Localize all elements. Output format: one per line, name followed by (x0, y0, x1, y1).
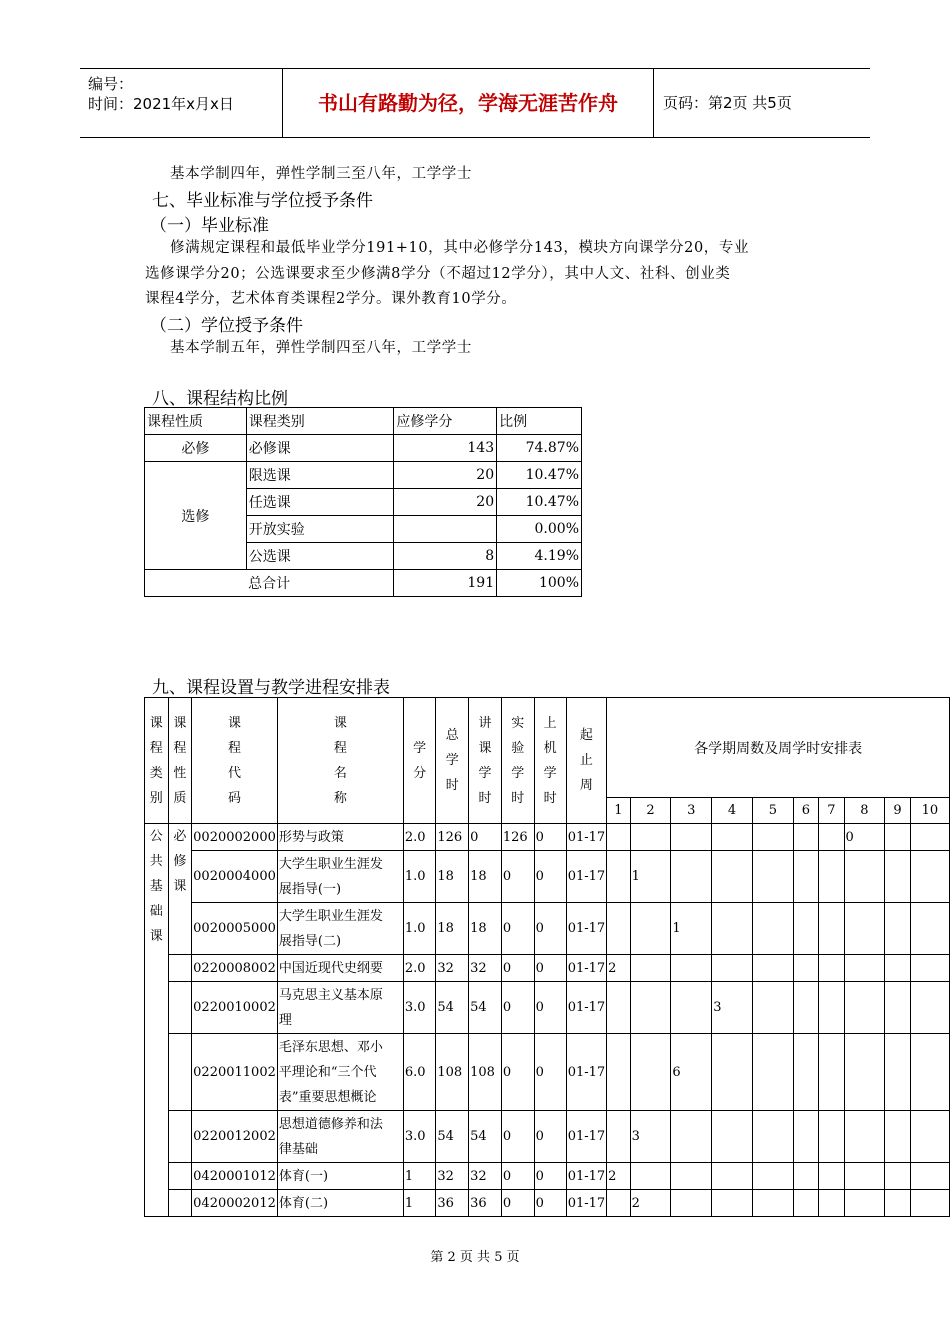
structure-header-cell: 课程性质 (145, 408, 247, 435)
semester-cell (630, 955, 671, 982)
computer-hours-cell: 0 (534, 903, 566, 955)
course-nature-empty-cell (168, 982, 192, 1034)
weeks-header-text: 起 止 周 (579, 728, 593, 793)
semester-cell (819, 1034, 844, 1111)
course-code-header-text: 课 程 代 码 (228, 715, 242, 806)
category-cell: 开放实验 (246, 516, 394, 543)
credit-cell: 2.0 (403, 824, 436, 851)
course-row (145, 851, 950, 903)
structure-header-cell: 课程类别 (246, 408, 394, 435)
lab-hours-cell: 126 (501, 824, 534, 851)
ratio-cell: 10.47% (497, 462, 582, 489)
semester-cell (712, 903, 753, 955)
semester-cell (793, 982, 818, 1034)
course-name-cell: 形势与政策 (277, 824, 403, 851)
semester-cell (885, 903, 910, 955)
semester-cell (793, 824, 818, 851)
degree-line: 基本学制五年，弹性学制四至八年，工学学士 (170, 340, 472, 356)
total-hours-cell: 126 (436, 824, 469, 851)
semester-cell (712, 851, 753, 903)
course-code-cell: 0420002012 (192, 1190, 278, 1217)
category-cell: 限选课 (246, 462, 394, 489)
semester-cell (712, 1163, 753, 1190)
semester-cell (752, 903, 793, 955)
semester-cell (844, 1111, 885, 1163)
semester-cell (885, 1190, 910, 1217)
course-name-header-text: 课 程 名 称 (333, 715, 347, 806)
semester-cell (793, 1111, 818, 1163)
semester-cell (630, 903, 671, 955)
credit-cell: 1.0 (403, 851, 436, 903)
weeks-cell: 01-17 (566, 1111, 606, 1163)
lecture-hours-cell: 36 (469, 1190, 502, 1217)
category-cell: 任选课 (246, 489, 394, 516)
semester-cell (607, 1111, 630, 1163)
computer-hours-header (534, 698, 566, 824)
semester-cell: 2 (607, 955, 630, 982)
section-9-heading: 九、课程设置与教学进程安排表 (152, 678, 390, 698)
subsection-graduation-heading: （一）毕业标准 (150, 216, 269, 236)
semester-cell (630, 1034, 671, 1111)
semester-number: 3 (671, 798, 712, 824)
lecture-hours-cell: 32 (469, 955, 502, 982)
lecture-hours-cell: 0 (469, 824, 502, 851)
semester-cell (607, 824, 630, 851)
total-hours-cell: 108 (436, 1034, 469, 1111)
semester-number: 2 (630, 798, 671, 824)
subsection-degree-heading: （二）学位授予条件 (150, 316, 303, 336)
category-cell: 公选课 (246, 543, 394, 570)
semester-cell (752, 1190, 793, 1217)
total-hours-cell: 32 (436, 955, 469, 982)
ratio-cell: 74.87% (497, 435, 582, 462)
weeks-cell: 01-17 (566, 903, 606, 955)
course-code-cell: 0420001012 (192, 1163, 278, 1190)
semester-cell (752, 824, 793, 851)
lab-hours-cell: 0 (501, 903, 534, 955)
semester-cell (910, 1163, 949, 1190)
weeks-cell: 01-17 (566, 955, 606, 982)
semester-cell (607, 1190, 630, 1217)
course-nature-empty-cell (168, 1190, 192, 1217)
course-nature-empty-cell (168, 1034, 192, 1111)
semester-cell (910, 824, 949, 851)
doc-time-label: 时间：2021年x月x日 (88, 95, 234, 113)
credits-cell (394, 516, 497, 543)
semester-cell: 3 (630, 1111, 671, 1163)
credit-cell: 3.0 (403, 982, 436, 1034)
course-nature-text: 必 修 课 (173, 829, 187, 894)
section-7-heading: 七、毕业标准与学位授予条件 (152, 191, 373, 211)
required-nature-cell: 必修 (145, 435, 247, 462)
computer-hours-cell: 0 (534, 1034, 566, 1111)
semester-cell (885, 851, 910, 903)
course-nature-empty-cell (168, 1111, 192, 1163)
course-code-cell: 0220010002 (192, 982, 278, 1034)
semester-cell (885, 982, 910, 1034)
semester-number: 4 (712, 798, 753, 824)
semester-cell (712, 1034, 753, 1111)
semester-cell (793, 851, 818, 903)
semester-cell (793, 1034, 818, 1111)
course-type-header (145, 698, 169, 824)
course-name-header (277, 698, 403, 824)
credit-cell: 1 (403, 1163, 436, 1190)
total-hours-header (436, 698, 469, 824)
structure-header-cell: 比例 (497, 408, 582, 435)
course-nature-cell (168, 824, 192, 955)
weeks-cell: 01-17 (566, 851, 606, 903)
course-row (145, 1190, 950, 1217)
section-8-heading: 八、课程结构比例 (152, 389, 288, 409)
computer-hours-cell: 0 (534, 824, 566, 851)
semester-cell (819, 1111, 844, 1163)
course-row (145, 1163, 950, 1190)
semester-cell (607, 982, 630, 1034)
lab-hours-header (501, 698, 534, 824)
semester-cell: 1 (671, 903, 712, 955)
page-header (80, 68, 870, 138)
credits-cell: 8 (394, 543, 497, 570)
semester-cell (607, 903, 630, 955)
semester-cell (671, 955, 712, 982)
weeks-cell: 01-17 (566, 1163, 606, 1190)
course-row (145, 824, 950, 851)
lecture-hours-header-text: 讲 课 学 时 (478, 715, 492, 806)
semester-cell (793, 1190, 818, 1217)
semester-number: 8 (844, 798, 885, 824)
header-page-info: 页码：第2页 共5页 (663, 94, 792, 112)
page-footer: 第 2 页 共 5 页 (430, 1250, 520, 1265)
computer-hours-cell: 0 (534, 982, 566, 1034)
semester-cell (910, 982, 949, 1034)
semester-cell: 1 (630, 851, 671, 903)
computer-hours-cell: 0 (534, 1190, 566, 1217)
weeks-cell: 01-17 (566, 1190, 606, 1217)
structure-header-row (145, 408, 582, 435)
lab-hours-cell: 0 (501, 1190, 534, 1217)
semester-cell (885, 1111, 910, 1163)
semester-cell (844, 1163, 885, 1190)
course-code-cell: 0020005000 (192, 903, 278, 955)
ratio-cell: 4.19% (497, 543, 582, 570)
lab-hours-header-text: 实 验 学 时 (511, 715, 525, 806)
total-hours-cell: 18 (436, 851, 469, 903)
semester-cell (671, 1111, 712, 1163)
semester-cell (844, 982, 885, 1034)
course-name-cell: 中国近现代史纲要 (277, 955, 403, 982)
lab-hours-cell: 0 (501, 1111, 534, 1163)
structure-row (145, 462, 582, 489)
credit-cell: 1.0 (403, 903, 436, 955)
lecture-hours-cell: 18 (469, 851, 502, 903)
weeks-cell: 01-17 (566, 982, 606, 1034)
semester-cell: 2 (630, 1190, 671, 1217)
ratio-cell: 0.00% (497, 516, 582, 543)
credit-header (403, 698, 436, 824)
semester-cell (671, 1163, 712, 1190)
computer-hours-cell: 0 (534, 851, 566, 903)
course-nature-empty-cell (168, 1163, 192, 1190)
semester-cell: 0 (844, 824, 885, 851)
prev-degree-line: 基本学制四年，弹性学制三至八年，工学学士 (170, 166, 472, 182)
course-nature-header-text: 课 程 性 质 (173, 715, 187, 806)
semester-cell (819, 1163, 844, 1190)
semester-cell (712, 824, 753, 851)
course-row (145, 903, 950, 955)
semester-cell (671, 982, 712, 1034)
graduation-text-line-2: 选修课学分20；公选课要求至少修满8学分（不超过12学分），其中人文、社科、创业类 (145, 266, 731, 282)
structure-table (144, 407, 582, 597)
semester-number: 7 (819, 798, 844, 824)
lab-hours-cell: 0 (501, 982, 534, 1034)
total-hours-cell: 18 (436, 903, 469, 955)
course-type-cell (145, 824, 169, 1217)
course-row (145, 1111, 950, 1163)
credit-cell: 1 (403, 1190, 436, 1217)
header-motto: 书山有路勤为径，学海无涯苦作舟 (283, 69, 654, 137)
semester-schedule-header: 各学期周数及周学时安排表 (607, 698, 950, 798)
semester-cell (752, 982, 793, 1034)
weeks-cell: 01-17 (566, 1034, 606, 1111)
course-type-text: 公 共 基 础 课 (149, 829, 163, 944)
graduation-text-line-1: 修满规定课程和最低毕业学分191+10，其中必修学分143，模块方向课学分20，专业 (170, 240, 750, 256)
credits-cell: 143 (394, 435, 497, 462)
total-hours-cell: 54 (436, 982, 469, 1034)
semester-cell (712, 1111, 753, 1163)
semester-cell (885, 955, 910, 982)
semester-cell (793, 955, 818, 982)
credits-cell: 20 (394, 489, 497, 516)
semester-cell (671, 824, 712, 851)
total-ratio-cell: 100% (497, 570, 582, 597)
category-cell: 必修课 (246, 435, 394, 462)
total-hours-header-text: 总 学 时 (445, 728, 459, 793)
semester-number: 1 (607, 798, 630, 824)
lab-hours-cell: 0 (501, 955, 534, 982)
semester-cell: 2 (607, 1163, 630, 1190)
structure-header-cell: 应修学分 (394, 408, 497, 435)
header-meta (80, 69, 283, 137)
total-hours-cell: 36 (436, 1190, 469, 1217)
semester-cell (844, 851, 885, 903)
course-nature-empty-cell (168, 955, 192, 982)
schedule-table (144, 697, 950, 1217)
semester-cell (793, 903, 818, 955)
semester-cell (819, 851, 844, 903)
course-code-cell: 0220012002 (192, 1111, 278, 1163)
lecture-hours-cell: 54 (469, 982, 502, 1034)
course-name-cell: 大学生职业生涯发 展指导(二) (277, 903, 403, 955)
total-hours-cell: 54 (436, 1111, 469, 1163)
semester-cell (885, 1034, 910, 1111)
lab-hours-cell: 0 (501, 1034, 534, 1111)
course-nature-header (168, 698, 192, 824)
schedule-body (145, 824, 950, 1217)
course-code-cell: 0220011002 (192, 1034, 278, 1111)
graduation-text-line-3: 课程4学分，艺术体育类课程2学分。课外教育10学分。 (145, 291, 517, 307)
course-name-cell: 大学生职业生涯发 展指导(一) (277, 851, 403, 903)
course-type-header-text: 课 程 类 别 (149, 715, 163, 806)
lecture-hours-cell: 54 (469, 1111, 502, 1163)
weeks-cell: 01-17 (566, 824, 606, 851)
semester-cell (910, 955, 949, 982)
semester-cell (844, 955, 885, 982)
semester-cell (752, 851, 793, 903)
structure-total-row (145, 570, 582, 597)
semester-cell (910, 851, 949, 903)
semester-cell (752, 1163, 793, 1190)
semester-number: 5 (752, 798, 793, 824)
ratio-cell: 10.47% (497, 489, 582, 516)
schedule-header-row (145, 698, 950, 798)
semester-cell (819, 824, 844, 851)
computer-hours-cell: 0 (534, 1111, 566, 1163)
semester-cell (630, 1163, 671, 1190)
semester-cell (819, 1190, 844, 1217)
semester-cell (671, 851, 712, 903)
course-code-cell: 0020004000 (192, 851, 278, 903)
total-hours-cell: 32 (436, 1163, 469, 1190)
computer-hours-header-text: 上 机 学 时 (543, 715, 557, 806)
semester-cell (910, 1111, 949, 1163)
semester-cell (630, 982, 671, 1034)
course-name-cell: 体育(一) (277, 1163, 403, 1190)
lecture-hours-cell: 108 (469, 1034, 502, 1111)
structure-row (145, 435, 582, 462)
semester-cell (752, 955, 793, 982)
credit-header-text: 学 分 (413, 740, 427, 781)
computer-hours-cell: 0 (534, 955, 566, 982)
course-code-cell: 0020002000 (192, 824, 278, 851)
weeks-header (566, 698, 606, 824)
semester-cell (844, 903, 885, 955)
lecture-hours-cell: 32 (469, 1163, 502, 1190)
semester-cell (712, 955, 753, 982)
semester-cell (752, 1111, 793, 1163)
semester-cell (910, 1190, 949, 1217)
semester-number: 10 (910, 798, 949, 824)
course-code-header (192, 698, 278, 824)
semester-cell (844, 1034, 885, 1111)
semester-cell (885, 824, 910, 851)
semester-number: 6 (793, 798, 818, 824)
course-code-cell: 0220008002 (192, 955, 278, 982)
lab-hours-cell: 0 (501, 851, 534, 903)
doc-number-label: 编号： (88, 75, 134, 93)
semester-cell (752, 1034, 793, 1111)
course-name-cell: 毛泽东思想、邓小 平理论和“三个代 表”重要思想概论 (277, 1034, 403, 1111)
course-row (145, 1034, 950, 1111)
total-credits-cell: 191 (394, 570, 497, 597)
semester-cell (910, 903, 949, 955)
semester-cell (607, 851, 630, 903)
semester-cell (712, 1190, 753, 1217)
semester-cell (844, 1190, 885, 1217)
course-name-cell: 思想道德修养和法 律基础 (277, 1111, 403, 1163)
course-row (145, 982, 950, 1034)
semester-cell (819, 982, 844, 1034)
semester-cell: 6 (671, 1034, 712, 1111)
semester-cell (819, 903, 844, 955)
semester-cell (607, 1034, 630, 1111)
course-row (145, 955, 950, 982)
semester-cell (793, 1163, 818, 1190)
semester-cell: 3 (712, 982, 753, 1034)
lecture-hours-cell: 18 (469, 903, 502, 955)
semester-cell (671, 1190, 712, 1217)
semester-cell (885, 1163, 910, 1190)
lecture-hours-header (469, 698, 502, 824)
semester-cell (630, 824, 671, 851)
credit-cell: 2.0 (403, 955, 436, 982)
elective-nature-cell: 选修 (145, 462, 247, 570)
computer-hours-cell: 0 (534, 1163, 566, 1190)
semester-number: 9 (885, 798, 910, 824)
total-label-cell: 总合计 (145, 570, 394, 597)
course-name-cell: 马克思主义基本原 理 (277, 982, 403, 1034)
credit-cell: 6.0 (403, 1034, 436, 1111)
semester-cell (910, 1034, 949, 1111)
credits-cell: 20 (394, 462, 497, 489)
semester-cell (819, 955, 844, 982)
course-name-cell: 体育(二) (277, 1190, 403, 1217)
credit-cell: 3.0 (403, 1111, 436, 1163)
lab-hours-cell: 0 (501, 1163, 534, 1190)
